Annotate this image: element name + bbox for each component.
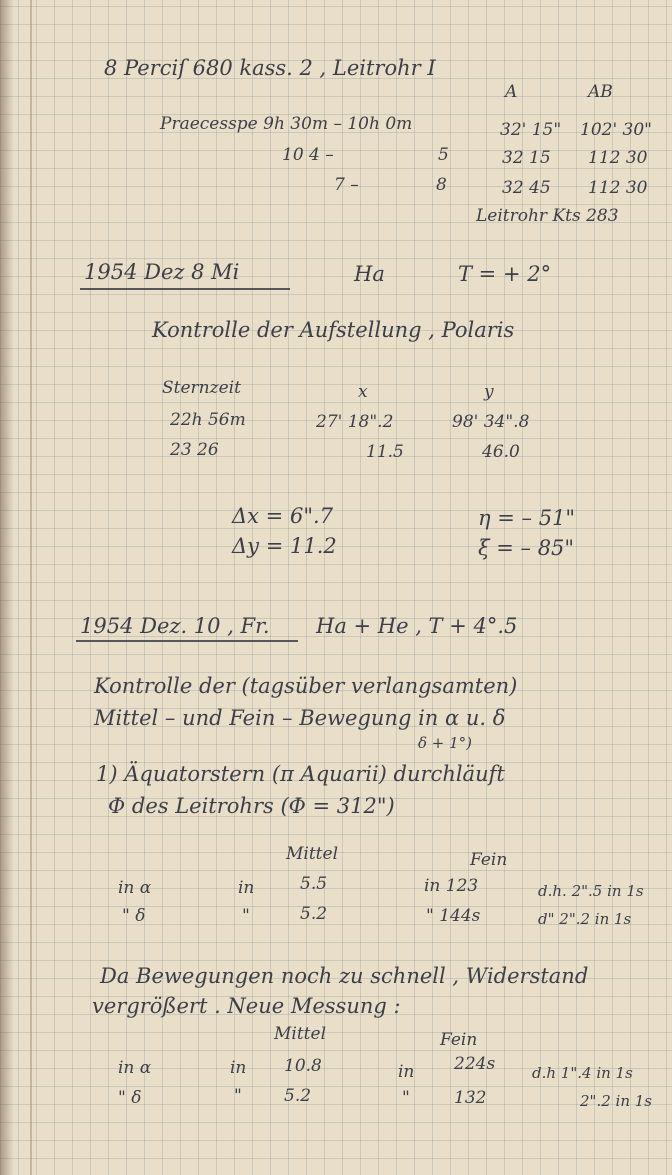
value: 112 30 [588,178,648,198]
table-header: x [358,382,368,402]
table-cell: " δ [122,906,146,926]
value: 32 15 [502,148,551,168]
time-line: 10 4 – [282,145,334,165]
table-cell: 11.5 [366,442,404,462]
result: Δy = 11.2 [232,534,337,558]
table-cell: " [402,1088,410,1108]
table-cell: 5.5 [300,874,328,894]
value: 32' 15" [500,120,562,140]
table-cell: 27' 18".2 [316,412,394,432]
table-header: Fein [440,1030,478,1050]
value: 8 [436,175,447,195]
table-cell: " 144s [426,906,481,926]
table-cell: 46.0 [482,442,520,462]
table-cell: 5.2 [300,904,328,924]
table-cell: 2".2 in 1s [580,1092,652,1110]
table-cell: 132 [454,1088,487,1108]
entry-text: vergrößert . Neue Messung : [92,994,401,1018]
result: Δx = 6".7 [232,504,334,528]
table-header: Fein [470,850,508,870]
table-cell: 5.2 [284,1086,312,1106]
table-cell: in [398,1062,415,1082]
value: 5 [438,145,449,165]
table-cell: in [238,878,255,898]
binding-shadow [0,0,14,1175]
table-cell: in α [118,1058,152,1078]
entry-observer: Ha [354,262,385,286]
entry-header: 8 Perciſ 680 kass. 2 , Leitrohr I [104,56,436,80]
value: 112 30 [588,148,648,168]
margin-line [30,0,32,1175]
table-cell: 10.8 [284,1056,322,1076]
entry-text: Kontrolle der Aufstellung , Polaris [152,318,515,342]
table-cell: d" 2".2 in 1s [538,910,632,928]
time-line: 7 – [334,175,359,195]
praesepe-line: Praecesspe 9h 30m – 10h 0m [160,114,413,134]
table-header: Sternzeit [162,378,241,398]
entry-text: δ + 1°) [418,734,473,752]
table-cell: 23 26 [170,440,219,460]
col-a-label: A [505,82,518,102]
entry-text: 1) Äquatorstern (π Aquarii) durchläuft [96,762,505,786]
table-header: y [484,382,494,402]
table-cell: in α [118,878,152,898]
table-cell: d.h 1".4 in 1s [532,1064,633,1082]
table-cell: d.h. 2".5 in 1s [538,882,644,900]
table-cell: 22h 56m [170,410,246,430]
table-cell: " [234,1086,242,1106]
result: ξ = – 85" [478,536,575,560]
date-underline [80,288,290,290]
table-cell: " [242,906,250,926]
value: 32 45 [502,178,551,198]
value: 102' 30" [580,120,652,140]
table-cell: 224s [454,1054,496,1074]
leitrohr-note: Leitrohr Kts 283 [476,206,619,226]
entry-text: Kontrolle der (tagsüber verlangsamten) [94,674,518,698]
table-header: Mittel [274,1024,327,1044]
entry-date: 1954 Dez. 10 , Fr. [80,614,270,638]
col-b-label: AB [588,82,613,102]
entry-date: 1954 Dez 8 Mi [84,260,240,284]
date-underline [76,640,298,642]
table-cell: " δ [118,1088,142,1108]
entry-temperature: T = + 2° [458,262,552,286]
table-cell: 98' 34".8 [452,412,530,432]
table-cell: in [230,1058,247,1078]
entry-text: Φ des Leitrohrs (Φ = 312") [108,794,395,818]
entry-observer: Ha + He , T + 4°.5 [316,614,518,638]
entry-text: Da Bewegungen noch zu schnell , Widerstand [100,964,589,988]
table-cell: in 123 [424,876,479,896]
entry-text: Mittel – und Fein – Bewegung in α u. δ [94,706,506,730]
table-header: Mittel [286,844,339,864]
result: η = – 51" [478,506,576,530]
